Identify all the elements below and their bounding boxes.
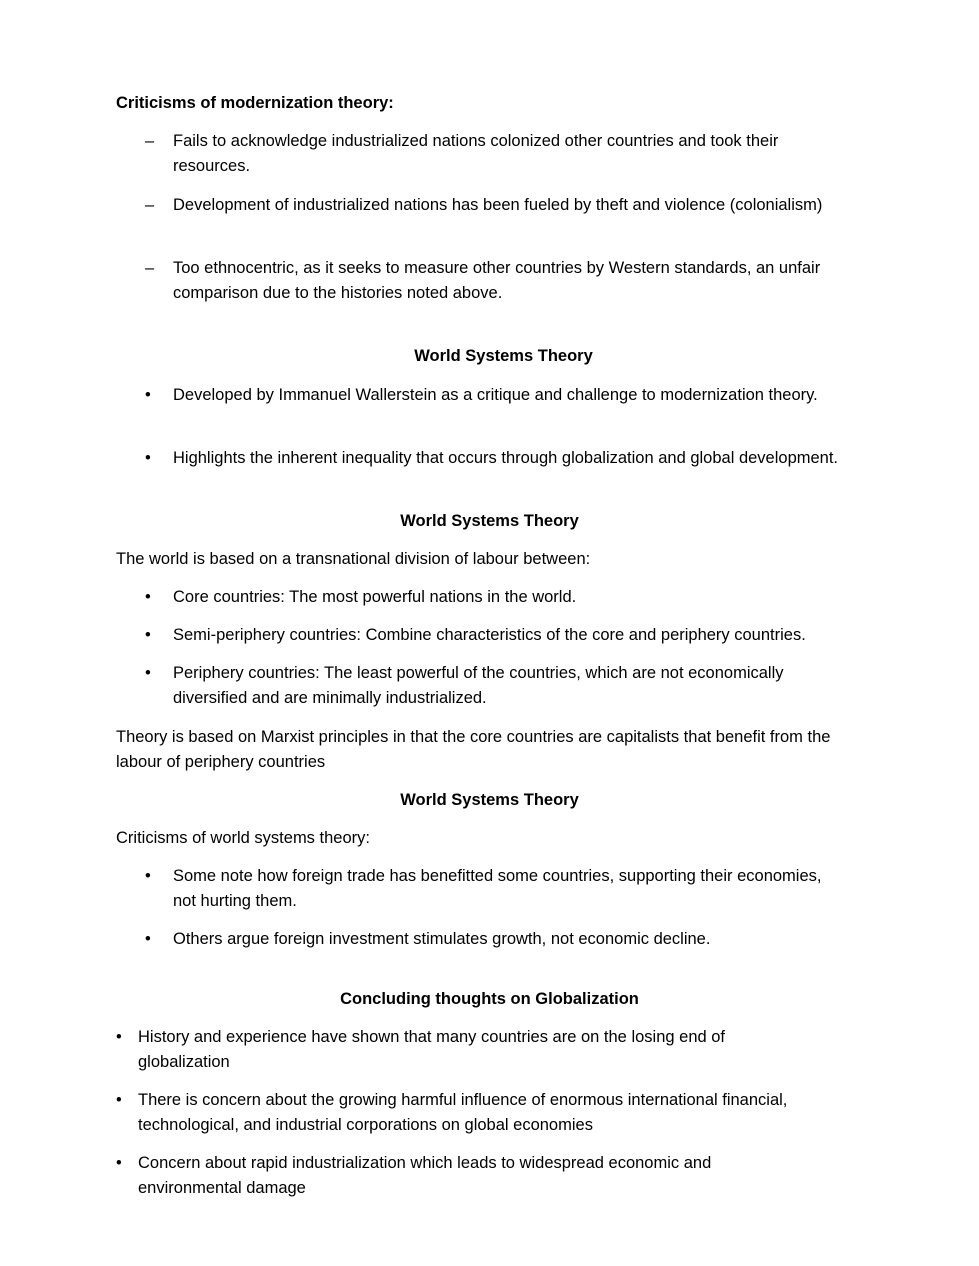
list-item-text: Semi-periphery countries: Combine characteristics of the core and periphery countries. <box>173 626 806 644</box>
list-item-text: Some note how foreign trade has benefitted some countries, supporting their economies, not hurting them. <box>173 867 822 910</box>
list-item-text: History and experience have shown that many countries are on the losing end of globalization <box>138 1028 726 1071</box>
list-item <box>145 927 845 952</box>
list-item <box>145 383 845 408</box>
concluding-thoughts-heading: Concluding thoughts on Globalization <box>340 990 639 1008</box>
list-item-text: Development of industrialized nations has been fueled by theft and violence (colonialism) <box>173 196 823 214</box>
world-systems-criticisms-intro: Criticisms of world systems theory: <box>116 829 370 847</box>
list-item-text: There is concern about the growing harmful influence of enormous international financial, technological, and industrial corporations on global economies <box>138 1091 788 1134</box>
list-item-text: Developed by Immanuel Wallerstein as a critique and challenge to modernization theory. <box>173 386 818 404</box>
bullet-marker: • <box>145 626 151 644</box>
list-item <box>145 193 845 218</box>
list-item <box>145 585 845 610</box>
list-item <box>116 1088 856 1138</box>
bullet-marker: • <box>145 588 151 606</box>
list-item-text: Periphery countries: The least powerful of the countries, which are not economically diversified and are minimally industrialized. <box>173 664 784 707</box>
list-item-text: Fails to acknowledge industrialized nations colonized other countries and took their resources. <box>173 132 779 175</box>
list-item <box>145 864 845 914</box>
dash-marker: – <box>145 132 155 150</box>
list-item <box>145 446 845 471</box>
list-item <box>145 661 845 711</box>
modernization-criticisms-heading: Criticisms of modernization theory: <box>116 94 394 112</box>
dash-marker: – <box>145 259 155 277</box>
bullet-marker: • <box>116 1154 122 1172</box>
division-of-labour-intro: The world is based on a transnational division of labour between: <box>116 550 591 568</box>
bullet-marker: • <box>145 867 151 885</box>
world-systems-heading-3: World Systems Theory <box>400 791 579 809</box>
list-item-text: Core countries: The most powerful nations in the world. <box>173 588 577 606</box>
bullet-marker: • <box>145 449 151 467</box>
list-item-text: Too ethnocentric, as it seeks to measure other countries by Western standards, an unfair comparison due to the histories noted above. <box>173 259 821 302</box>
list-item <box>145 129 845 179</box>
list-item-text: Concern about rapid industrialization which leads to widespread economic and environmental damage <box>138 1154 712 1197</box>
marxist-principles-paragraph: Theory is based on Marxist principles in that the core countries are capitalists that benefit from the labour of periphery countries <box>116 728 831 771</box>
dash-marker: – <box>145 196 155 214</box>
list-item <box>116 1151 816 1201</box>
list-item <box>145 623 865 648</box>
bullet-marker: • <box>145 664 151 682</box>
list-item-text: Highlights the inherent inequality that occurs through globalization and global development. <box>173 449 839 467</box>
list-item <box>145 256 845 306</box>
list-item <box>116 1025 816 1075</box>
world-systems-heading-1: World Systems Theory <box>414 347 593 365</box>
list-item-text: Others argue foreign investment stimulates growth, not economic decline. <box>173 930 711 948</box>
bullet-marker: • <box>145 930 151 948</box>
bullet-marker: • <box>145 386 151 404</box>
world-systems-heading-2: World Systems Theory <box>400 512 579 530</box>
bullet-marker: • <box>116 1028 122 1046</box>
bullet-marker: • <box>116 1091 122 1109</box>
